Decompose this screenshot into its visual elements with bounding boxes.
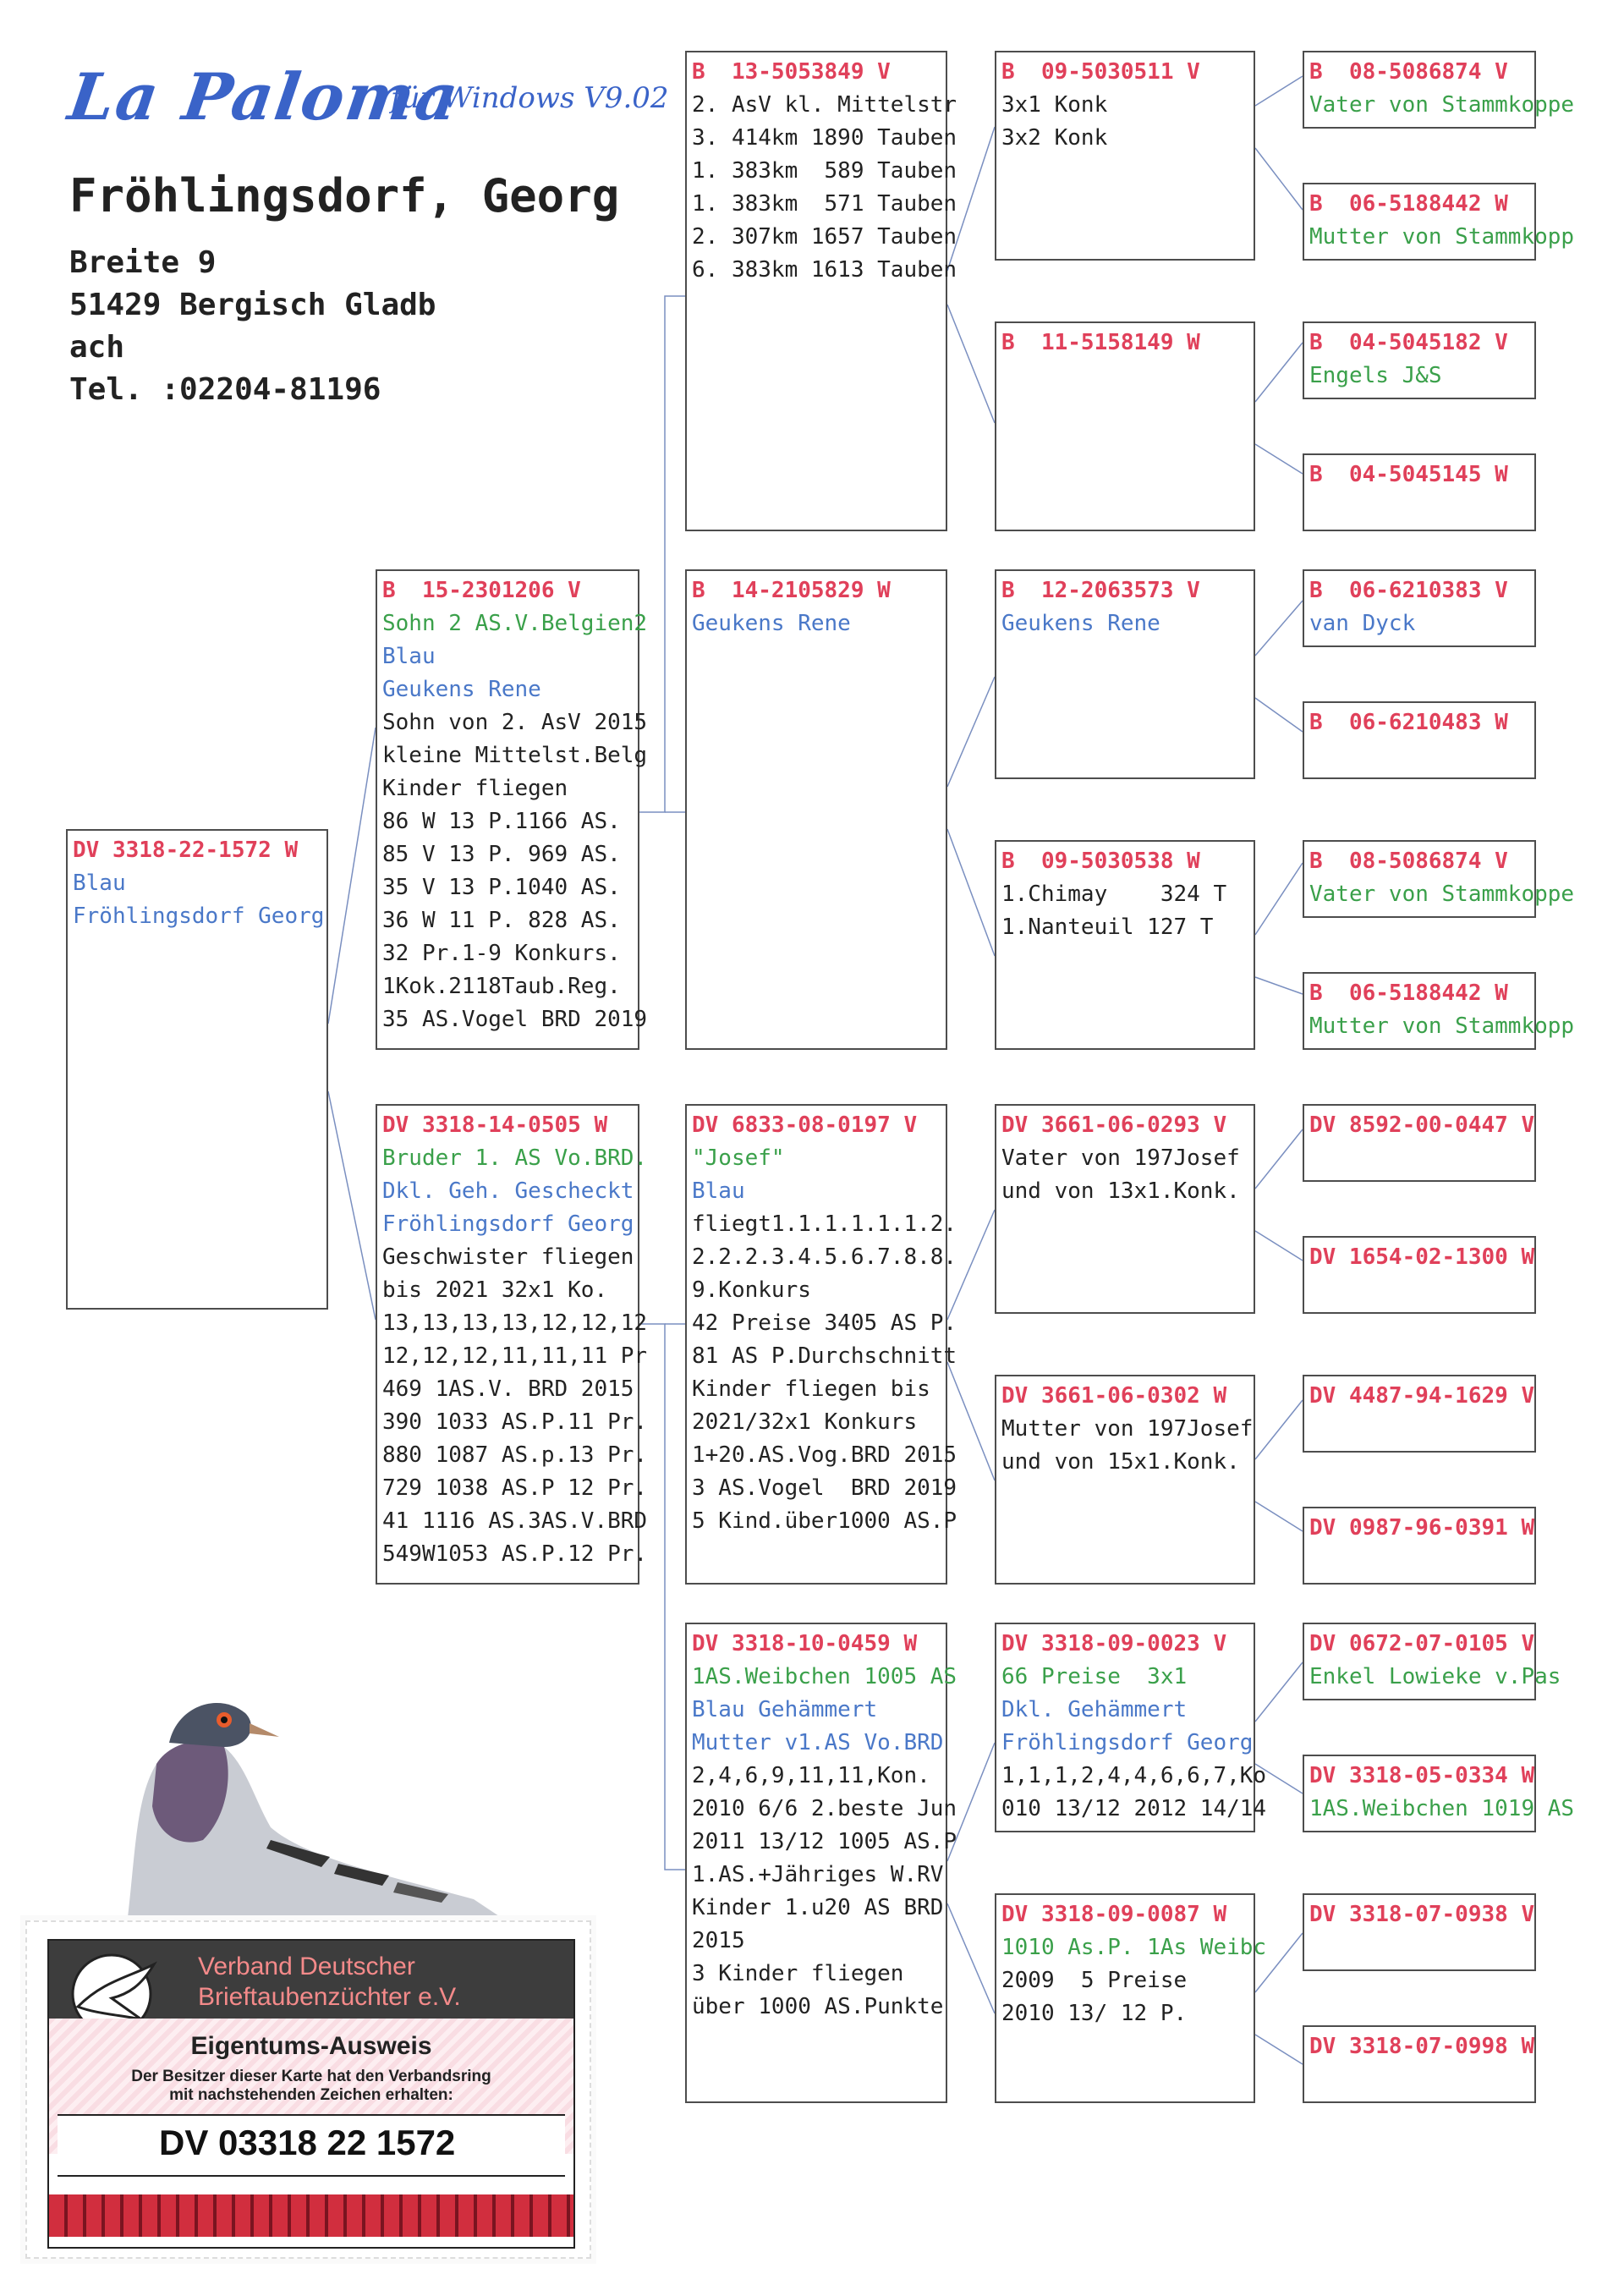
address-phone: Tel. :02204-81196 (69, 372, 381, 407)
pigeon-card-father[interactable] (376, 569, 648, 1050)
pigeon-note: Bruder 1. AS Vo.BRD. (382, 1145, 648, 1171)
pigeon-breeder: Geukens Rene (382, 677, 541, 702)
pigeon-breeder: Geukens Rene (692, 611, 851, 636)
pigeon-performance: bis 2021 32x1 Ko. (382, 1277, 608, 1303)
address-street: Breite 9 (69, 245, 217, 280)
pigeon-card-ff[interactable] (685, 51, 957, 531)
pigeon-performance: 12,12,12,11,11,11 Pr (382, 1343, 648, 1369)
pigeon-performance: 2010 13/ 12 P. (1001, 2001, 1188, 2026)
pigeon-performance: Sohn von 2. AsV 2015 (382, 710, 648, 735)
pigeon-performance: und von 13x1.Konk. (1001, 1178, 1240, 1204)
pigeon-color: Dkl. Gehämmert (1001, 1697, 1188, 1722)
card-org-line1: Verband Deutscher (198, 1953, 415, 1980)
pigeon-card-mmm[interactable] (995, 1893, 1267, 2103)
ring-number: DV 4487-94-1629 V (1309, 1383, 1535, 1409)
pigeon-performance: 6. 383km 1613 Tauben (692, 257, 957, 283)
pigeon-breeder: Geukens Rene (1001, 611, 1160, 636)
pigeon-card-g5-4[interactable] (1303, 453, 1536, 531)
ring-number: B 09-5030538 W (1001, 849, 1200, 874)
pigeon-performance: 1+20.AS.Vog.BRD 2015 (692, 1442, 957, 1468)
pigeon-card-g5-7[interactable] (1303, 840, 1575, 918)
ring-number: DV 3318-14-0505 W (382, 1112, 608, 1138)
pigeon-note: 1AS.Weibchen 1019 AS (1309, 1796, 1575, 1821)
ring-number: DV 0672-07-0105 V (1309, 1631, 1535, 1656)
ring-number: B 15-2301206 V (382, 578, 581, 603)
ring-number: B 11-5158149 W (1001, 330, 1200, 355)
pigeon-card-mfm[interactable] (995, 1375, 1255, 1585)
ring-number: B 06-6210483 W (1309, 710, 1508, 735)
pigeon-performance: 2.2.2.3.4.5.6.7.8.8. (692, 1244, 957, 1270)
pigeon-card-g5-2[interactable] (1303, 183, 1575, 261)
pigeon-card-g5-5[interactable] (1303, 569, 1536, 647)
ring-number: B 08-5086874 V (1309, 849, 1508, 874)
pigeon-performance: 1Kok.2118Taub.Reg. (382, 974, 621, 999)
pigeon-performance: 3x2 Konk (1001, 125, 1108, 151)
pigeon-color: Dkl. Geh. Gescheckt (382, 1178, 634, 1204)
pigeon-card-fm[interactable] (685, 569, 947, 1050)
pigeon-card-mmf[interactable] (995, 1623, 1267, 1832)
ring-number: DV 1654-02-1300 W (1309, 1244, 1535, 1270)
pigeon-note: 1010 As.P. 1As Weibc (1001, 1935, 1267, 1960)
pigeon-card-g5-9[interactable] (1303, 1104, 1536, 1182)
pigeon-performance: Geschwister fliegen (382, 1244, 634, 1270)
pigeon-performance: 2010 6/6 2.beste Jun (692, 1796, 957, 1821)
pigeon-card-g5-6[interactable] (1303, 701, 1536, 779)
pigeon-performance: 010 13/12 2012 14/14 (1001, 1796, 1267, 1821)
card-org-line2: Brieftaubenzüchter e.V. (198, 1983, 461, 2011)
pigeon-performance: Mutter von 197Josef (1001, 1416, 1254, 1442)
pigeon-card-mff[interactable] (995, 1104, 1255, 1314)
pigeon-performance: 1.AS.+Jähriges W.RV (692, 1862, 944, 1887)
pigeon-performance: 1.Chimay 324 T (1001, 882, 1227, 907)
ring-number: DV 3318-10-0459 W (692, 1631, 918, 1656)
pigeon-card-fmf[interactable] (995, 569, 1255, 779)
pigeon-performance: fliegt1.1.1.1.1.1.2. (692, 1211, 957, 1237)
ring-number: DV 3318-09-0023 V (1001, 1631, 1227, 1656)
pigeon-note: Mutter von Stammkopp (1309, 224, 1575, 250)
pigeon-breeder: Fröhlingsdorf Georg (1001, 1730, 1254, 1755)
pigeon-note: Vater von Stammkoppe (1309, 92, 1575, 118)
pigeon-performance: 2. 307km 1657 Tauben (692, 224, 957, 250)
pigeon-color: Blau Gehämmert (692, 1697, 878, 1722)
ring-number: DV 3661-06-0302 W (1001, 1383, 1227, 1409)
pigeon-note: "Josef" (692, 1145, 785, 1171)
ring-number: B 06-5188442 W (1309, 980, 1508, 1006)
pigeon-card-g5-14[interactable] (1303, 1755, 1575, 1832)
ring-number: B 09-5030511 V (1001, 59, 1200, 85)
pigeon-performance: 729 1038 AS.P 12 Pr. (382, 1475, 648, 1501)
pigeon-card-g5-11[interactable] (1303, 1375, 1536, 1453)
ring-number: DV 3318-22-1572 W (73, 838, 299, 863)
ring-number: B 04-5045182 V (1309, 330, 1508, 355)
pigeon-performance: 3 AS.Vogel BRD 2019 (692, 1475, 957, 1501)
pigeon-performance: und von 15x1.Konk. (1001, 1449, 1240, 1475)
pigeon-performance: 86 W 13 P.1166 AS. (382, 809, 621, 834)
ring-number: B 06-6210383 V (1309, 578, 1508, 603)
pigeon-note: van Dyck (1309, 611, 1416, 636)
ring-number: DV 8592-00-0447 V (1309, 1112, 1535, 1138)
pigeon-performance: 3 Kinder fliegen (692, 1961, 904, 1986)
pigeon-performance: 81 AS P.Durchschnitt (692, 1343, 957, 1369)
pigeon-performance: 2015 (692, 1928, 745, 1953)
pigeon-performance: 1,1,1,2,4,4,6,6,7,Ko (1001, 1763, 1267, 1788)
pigeon-performance: Kinder 1.u20 AS BRD (692, 1895, 944, 1920)
pigeon-card-mm[interactable] (685, 1623, 957, 2103)
ring-number: DV 3318-09-0087 W (1001, 1902, 1227, 1927)
pigeon-performance: 1. 383km 571 Tauben (692, 191, 957, 217)
pigeon-color: Blau (382, 644, 436, 669)
pigeon-note: 1AS.Weibchen 1005 AS (692, 1664, 957, 1689)
ring-number: DV 6833-08-0197 V (692, 1112, 918, 1138)
pigeon-performance: 36 W 11 P. 828 AS. (382, 908, 621, 933)
pigeon-breeder: Fröhlingsdorf Georg (73, 904, 325, 929)
address-city: 51429 Bergisch Gladb (69, 288, 436, 322)
pigeon-performance: 2011 13/12 1005 AS.P (692, 1829, 957, 1854)
pigeon-performance: Kinder fliegen (382, 776, 568, 801)
pigeon-performance: 42 Preise 3405 AS P. (692, 1310, 957, 1336)
pigeon-note: Sohn 2 AS.V.Belgien2 (382, 611, 648, 636)
ring-number: DV 3318-07-0998 W (1309, 2034, 1535, 2059)
card-ring-number: DV 03318 22 1572 (159, 2123, 456, 2162)
pigeon-performance: Kinder fliegen bis (692, 1376, 930, 1402)
pigeon-performance: Vater von 197Josef (1001, 1145, 1240, 1171)
pigeon-note: Vater von Stammkoppe (1309, 882, 1575, 907)
pigeon-performance: 1.Nanteuil 127 T (1001, 915, 1214, 940)
card-title: Eigentums-Ausweis (190, 2032, 432, 2060)
app-logo: La Paloma (63, 59, 464, 135)
pigeon-performance: 549W1053 AS.P.12 Pr. (382, 1541, 648, 1567)
pigeon-performance: 85 V 13 P. 969 AS. (382, 842, 621, 867)
ring-number: B 08-5086874 V (1309, 59, 1508, 85)
pigeon-card-ffm[interactable] (995, 321, 1255, 531)
pigeon-performance: 41 1116 AS.3AS.V.BRD (382, 1508, 648, 1534)
pigeon-card-mf[interactable] (685, 1104, 957, 1585)
app-version: für Windows V9.02 (391, 81, 669, 115)
ring-number: B 12-2063573 V (1001, 578, 1200, 603)
pigeon-card-mother[interactable] (376, 1104, 648, 1585)
pigeon-performance: 880 1087 AS.p.13 Pr. (382, 1442, 648, 1468)
ownership-card (25, 1920, 591, 2259)
pigeon-breeder: Fröhlingsdorf Georg (382, 1211, 634, 1237)
card-text: Der Besitzer dieser Karte hat den Verbandsring (131, 2068, 491, 2085)
ring-number: DV 3318-07-0938 V (1309, 1902, 1535, 1927)
pigeon-performance: 390 1033 AS.P.11 Pr. (382, 1409, 648, 1435)
pigeon-performance: 2009 5 Preise (1001, 1968, 1188, 1993)
address-city-cont: ach (69, 330, 125, 365)
pigeon-card-fff[interactable] (995, 51, 1255, 261)
pigeon-performance: 1. 383km 589 Tauben (692, 158, 957, 184)
pigeon-performance: 9.Konkurs (692, 1277, 811, 1303)
pigeon-card-g5-3[interactable] (1303, 321, 1536, 399)
pigeon-card-g5-13[interactable] (1303, 1623, 1561, 1700)
pigeon-card-g5-10[interactable] (1303, 1236, 1536, 1314)
pigeon-performance: 35 AS.Vogel BRD 2019 (382, 1007, 648, 1032)
card-text: mit nachstehenden Zeichen erhalten: (169, 2086, 453, 2104)
ring-number: B 06-5188442 W (1309, 191, 1508, 217)
pigeon-performance: 35 V 13 P.1040 AS. (382, 875, 621, 900)
pigeon-note: 66 Preise 3x1 (1001, 1664, 1188, 1689)
pigeon-note: Enkel Lowieke v.Pas (1309, 1664, 1561, 1689)
pigeon-performance: 2021/32x1 Konkurs (692, 1409, 918, 1435)
pigeon-performance: 2,4,6,9,11,11,Kon. (692, 1763, 930, 1788)
ring-number: DV 3661-06-0293 V (1001, 1112, 1227, 1138)
pigeon-performance: 3. 414km 1890 Tauben (692, 125, 957, 151)
pigeon-note: Mutter v1.AS Vo.BRD (692, 1730, 944, 1755)
pigeon-card-g5-15[interactable] (1303, 1893, 1536, 1971)
pigeon-color: Blau (692, 1178, 745, 1204)
card-ring-field (58, 2114, 565, 2177)
ring-number: B 13-5053849 V (692, 59, 891, 85)
pigeon-performance: über 1000 AS.Punkte (692, 1994, 944, 2019)
pigeon-card-g5-1[interactable] (1303, 51, 1575, 129)
pigeon-card-g5-16[interactable] (1303, 2025, 1536, 2103)
pigeon-performance: 2. AsV kl. Mittelstr (692, 92, 957, 118)
pigeon-card-main[interactable] (66, 829, 328, 1310)
owner-name: Fröhlingsdorf, Georg (69, 169, 620, 222)
pigeon-color: Blau (73, 871, 126, 896)
ring-number: DV 3318-05-0334 W (1309, 1763, 1535, 1788)
pigeon-card-g5-12[interactable] (1303, 1507, 1536, 1585)
ring-number: B 14-2105829 W (692, 578, 891, 603)
pigeon-card-fmm[interactable] (995, 840, 1255, 1050)
ring-number: DV 0987-96-0391 W (1309, 1515, 1535, 1541)
pigeon-performance: 32 Pr.1-9 Konkurs. (382, 941, 621, 966)
pigeon-illustration (76, 1645, 516, 1925)
pigeon-note: Engels J&S (1309, 363, 1442, 388)
pigeon-performance: 13,13,13,13,12,12,12 (382, 1310, 648, 1336)
ring-number: B 04-5045145 W (1309, 462, 1508, 487)
pigeon-card-g5-8[interactable] (1303, 972, 1575, 1050)
pigeon-performance: kleine Mittelst.Belg (382, 743, 648, 768)
pigeon-performance: 3x1 Konk (1001, 92, 1108, 118)
pigeon-performance: 469 1AS.V. BRD 2015 (382, 1376, 634, 1402)
pigeon-performance: 5 Kind.über1000 AS.P (692, 1508, 957, 1534)
pigeon-note: Mutter von Stammkopp (1309, 1013, 1575, 1039)
